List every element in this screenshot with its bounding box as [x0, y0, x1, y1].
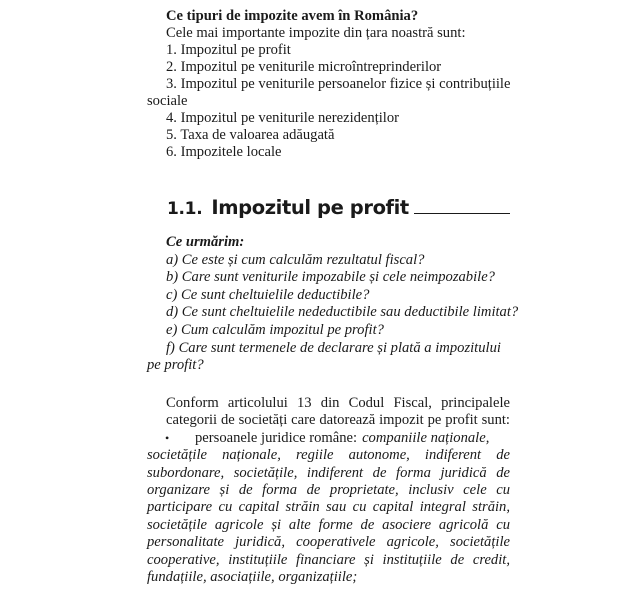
tax-list-item: 1. Impozitul pe profit — [166, 42, 291, 58]
intro-question: Ce tipuri de impozite avem în România? — [166, 8, 419, 24]
intro-lead: Cele mai importante impozite din țara noastră sunt: — [166, 25, 466, 41]
objective-line: c) Ce sunt cheltuielile deductibile? — [166, 286, 370, 303]
objectives-block — [147, 234, 519, 375]
objective-line: f) Care sunt termenele de declarare și plată a impozitului — [166, 339, 501, 356]
bullet-line: societățile agricole și alte forme de asociere agricolă cu — [147, 516, 510, 533]
tax-list-item: 5. Taxa de valoarea adăugată — [166, 127, 335, 143]
tax-list-item-continuation: sociale — [147, 93, 188, 109]
bullet-first-italic: companiile naționale, — [362, 429, 490, 446]
objective-line: e) Cum calculăm impozitul pe profit? — [166, 321, 384, 338]
paragraph-line: Conform articolului 13 din Codul Fiscal, principalele — [166, 395, 510, 411]
bullet-icon: • — [165, 430, 170, 445]
tax-list-item: 3. Impozitul pe veniturile persoanelor fizice și contribuțiile — [166, 76, 511, 92]
tax-types-intro — [147, 8, 510, 161]
bullet-line: organizare și de forma de proprietate, inclusiv cele cu — [147, 482, 510, 499]
paragraph-line: categorii de societăți care datorează impozit pe profit sunt: — [166, 412, 510, 429]
bullet-line: fundațiile, asociațiile, organizațiile; — [147, 569, 358, 586]
bullet-line: participare cu capital străin sau cu capital integral străin, — [147, 499, 510, 516]
bullet-line: societățile naționale, regiile autonome, indiferent de — [147, 447, 510, 464]
tax-list-item: 2. Impozitul pe veniturile microîntreprinderilor — [166, 59, 442, 75]
section-number: 1.1. — [167, 199, 203, 219]
objective-line: b) Care sunt veniturile impozabile și cele neimpozabile? — [166, 269, 495, 286]
objective-line: d) Ce sunt cheltuielile nedeductibile sau deductibile limitat? — [166, 304, 519, 321]
objectives-heading: Ce urmărim: — [166, 234, 245, 250]
bullet-lead: persoanele juridice române: — [195, 429, 358, 446]
bullet-item — [147, 430, 510, 447]
section-title: Impozitul pe profit — [211, 196, 409, 219]
bullet-line: subordonare, societățile, indiferent de forma juridică de — [147, 464, 510, 481]
bullet-list — [147, 430, 510, 587]
heading-rule — [414, 213, 510, 214]
tax-list-item: 6. Impozitele locale — [166, 144, 282, 160]
objective-line: a) Ce este și cum calculăm rezultatul fiscal? — [166, 251, 425, 268]
bullet-line: personalitate juridică, cooperativele agricole, societățile — [147, 534, 510, 551]
objective-line-continuation: pe profit? — [147, 357, 204, 374]
bullet-line: cooperative, instituțiile financiare și instituțiile de credit, — [147, 551, 510, 568]
section-heading — [167, 196, 510, 219]
body-text — [147, 395, 510, 586]
tax-list-item: 4. Impozitul pe veniturile nerezidenților — [166, 110, 400, 126]
